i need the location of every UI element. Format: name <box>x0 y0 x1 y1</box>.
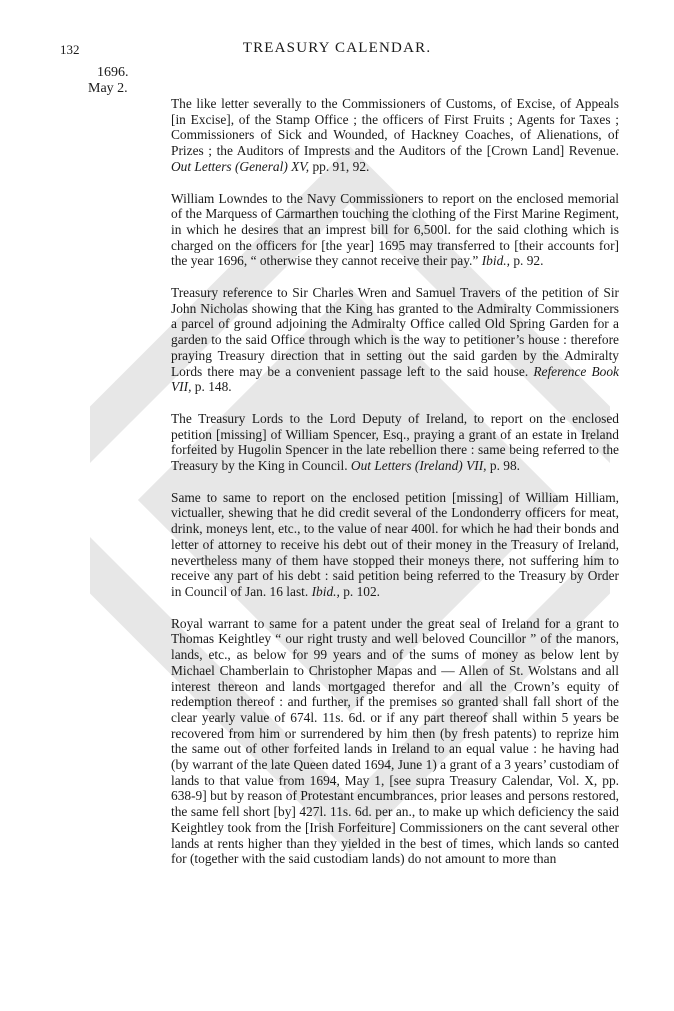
margin-year: 1696. <box>97 65 129 80</box>
entry-text: The like letter severally to the Commissioners of Customs, of Excise, of Appeals [in Excise], of the Stamp Office ; the officers of First Fruits ; Agents for Taxes ; Commissioners of Sick and Wounded, of Hackney Coaches, of Alienations, of Prizes ; the Auditors of Imprests and the Auditors of the [Crown Land] Revenue. <box>171 96 619 159</box>
entry-page: p. 148. <box>191 379 232 395</box>
entry-text: The Treasury Lords to the Lord Deputy of Ireland, to report on the enclosed petition [missing] of William Spencer, Esq., praying a grant of an estate in Ireland forfeited by Hugolin Spencer in the late rebellion there : same being referred to the Treasury by the King in Council. <box>171 410 619 474</box>
entry-text: Same to same to report on the enclosed petition [missing] of William Hilliam, victualler, shewing that he did credit several of the Londonderry officers for meat, drink, moneys lent, etc., to the value of near 400l. for which he had their bonds and letter of attorney to receive his debt out of their money in the Treasury of Ireland, nevertheless many of them have stopped their moneys there, not suffering him to receive any part of his debt : said petition being referred to the Treasury by Order in Council of Jan. 16 last. <box>171 489 619 599</box>
document-body <box>171 96 619 883</box>
entry-text: Treasury reference to Sir Charles Wren and Samuel Travers of the petition of Sir John Nicholas showing that the King has granted to the Admiralty Commissioners a parcel of ground adjoining the Admiralty Office called Old Spring Garden for a garden to the said Office through which is the way to petitioner’s house : therefore praying Treasury direction that in setting out the said garden by the Admiralty Lords there may be a convenient passage left to the said house. <box>171 285 619 379</box>
entry-text: William Lowndes to the Navy Commissioners to report on the enclosed memorial of the Marquess of Carmarthen touching the clothing of the First Marine Regiment, in which he desires that an imprest bill for 6,500l. for the said clothing which is charged on the officers for [the year] 1695 may transferred to [their accounts for] the year 1696, “ otherwise they cannot receive their pay.” <box>171 190 619 269</box>
entry-6 <box>171 616 619 867</box>
entry-1 <box>171 96 619 175</box>
entry-4 <box>171 411 619 474</box>
entry-reference: Ibid., <box>481 253 510 269</box>
entry-text: Royal warrant to same for a patent under the great seal of Ireland for a grant to Thomas Keightley “ our right trusty and well beloved Councillor ” of the manors, lands, etc., as below for 99 years and of the sums of money as below lent by Michael Chamberlain to Christopher Mapas and — Allen of St. Wolstans and all interest thereon and lands mortgaged therefor and all the Crown’s equity of redemption thereof : and further, if the premises so granted shall fall short of the clear yearly value of 674l. 11s. 6d. or if any part thereof shall within 5 years be recovered from him or surrendered by him then (by fresh patents) to reprize him the same out of other forfeited lands in Ireland to an equal value : he having had (by warrant of the late Queen dated 1694, June 1) a grant of a 3 years’ custodiam of lands to that value from 1694, May 1, [see supra Treasury Calendar, Vol. X, pp. 638-9] but by reason of Protestant encumbrances, prior leases and persons restored, the same fell short [by] 427l. 11s. 6d. per an., to make up which deficiency the said Keightley took from the [Irish Forfeiture] Commissioners on the cant several other lands at rents higher than they yielded in the best of times, which lands so canted for (together with the said custodiam lands) do not amount to more than <box>171 615 619 867</box>
entry-2 <box>171 191 619 270</box>
running-title: TREASURY CALENDAR. <box>242 40 432 56</box>
entry-page: p. 92. <box>509 253 544 269</box>
entry-5 <box>171 490 619 600</box>
entry-reference: Reference Book VII, <box>171 363 619 395</box>
entry-page: pp. 91, 92. <box>309 158 370 174</box>
entry-reference: Out Letters (General) XV, <box>171 158 310 174</box>
entry-page: p. 98. <box>486 458 521 474</box>
entry-page: p. 102. <box>339 583 381 599</box>
entry-reference: Ibid., <box>311 583 340 599</box>
entry-reference: Out Letters (Ireland) VII, <box>350 458 487 474</box>
margin-date: May 2. <box>88 81 128 96</box>
page-number: 132 <box>60 42 80 57</box>
entry-3 <box>171 285 619 395</box>
